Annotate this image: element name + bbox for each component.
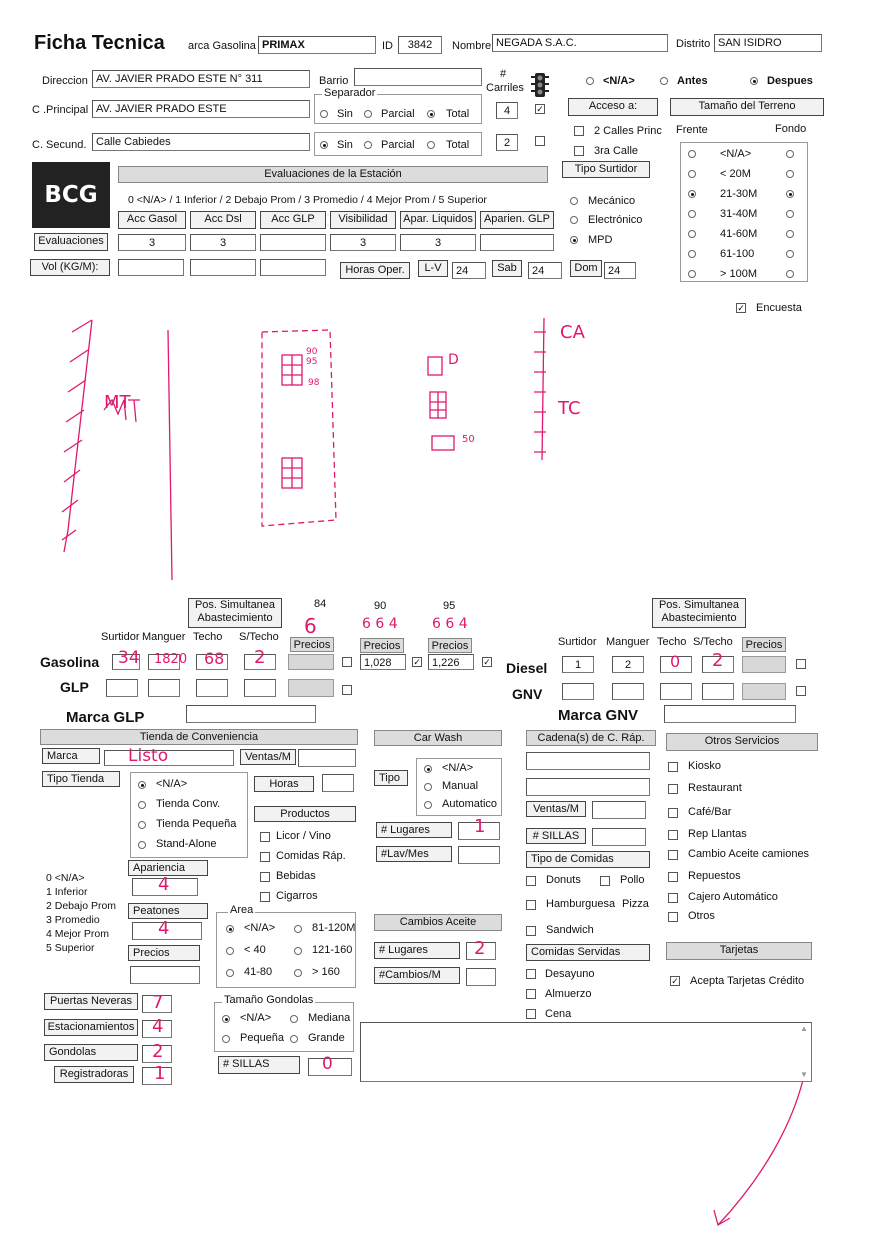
pos-simultanea-dsl: Pos. Simultanea Abastecimiento: [652, 598, 746, 628]
cadena-ventas-label: Ventas/M: [526, 801, 586, 817]
apariencia-label: Apariencia: [128, 860, 208, 876]
frente-radio-3[interactable]: [688, 210, 696, 218]
area-label: Area: [230, 904, 254, 916]
tienda-horas-field[interactable]: [322, 774, 354, 792]
sab-label: Sab: [492, 260, 522, 277]
distrito-label: Distrito: [676, 38, 711, 50]
evaluaciones-title: Evaluaciones de la Estación: [118, 166, 548, 183]
gnv-price-checkbox[interactable]: [796, 686, 806, 696]
cadena-ventas-field[interactable]: [592, 801, 646, 819]
gnv-price-field[interactable]: [742, 683, 786, 700]
eval-value-5[interactable]: [480, 234, 554, 251]
gnv-label: GNV: [512, 686, 543, 702]
distrito-field[interactable]: SAN ISIDRO: [714, 34, 822, 52]
precios-90-label: Precios: [360, 638, 404, 653]
gondolas-hand: 2: [152, 1041, 164, 1062]
otros-label-6: Cajero Automático: [688, 891, 778, 903]
gondola-option-1: Mediana: [308, 1012, 351, 1024]
id-label: ID: [382, 40, 393, 52]
sep-principal-parcial-label: Parcial: [381, 108, 415, 120]
price-95-field[interactable]: 1,226: [428, 654, 474, 670]
registradoras-hand: 1: [154, 1063, 166, 1084]
precios-95-label: Precios: [428, 638, 472, 653]
producto-label-3: Cigarros: [276, 890, 318, 902]
hand-dsl-stecho: 2: [712, 650, 724, 671]
carwash-option-2: Automatico: [442, 798, 498, 810]
dsl-surtidor-field[interactable]: 1: [562, 656, 594, 673]
precios-tienda-field[interactable]: [130, 966, 200, 984]
tres-calle-label: 3ra Calle: [594, 145, 639, 157]
hand-dsl-techo: 0: [670, 652, 681, 671]
tienda-scale-1: 1 Inferior: [46, 886, 88, 898]
producto-checkbox-1[interactable]: [260, 852, 270, 862]
gnv-manguer-field[interactable]: [612, 683, 644, 700]
producto-checkbox-3[interactable]: [260, 892, 270, 902]
direccion-label: Direccion: [42, 75, 88, 87]
sep-principal-total-label: Total: [446, 108, 470, 120]
gondola-radio-1[interactable]: [290, 1015, 298, 1023]
surtidor-mpd-label: MPD: [588, 234, 613, 246]
traffic-na-label: <N/A>: [603, 75, 635, 87]
glp-stecho-field[interactable]: [244, 679, 276, 697]
peatones-hand: 4: [158, 918, 170, 939]
cambios-title: Cambios Aceite: [374, 914, 502, 931]
tipo-tienda-radio-1[interactable]: [138, 801, 146, 809]
glp-label: GLP: [60, 679, 89, 695]
otros-label-0: Kiosko: [688, 760, 722, 772]
servida-label-0: Desayuno: [545, 968, 595, 980]
gondola-option-3: Grande: [308, 1032, 345, 1044]
frente-radio-0[interactable]: [688, 150, 696, 158]
tamano-option-label-5: 61-100: [720, 248, 755, 260]
secund-field[interactable]: Calle Cabiedes: [92, 133, 310, 151]
cambios-lugares-hand: 2: [474, 938, 486, 959]
tienda-scale-4: 4 Mejor Prom: [46, 928, 110, 940]
peatones-label: Peatones: [128, 903, 208, 919]
barrio-label: Barrio: [319, 75, 349, 87]
carwash-option-1: Manual: [442, 780, 479, 792]
tienda-scale-5: 5 Superior: [46, 942, 95, 954]
notes-textarea[interactable]: [360, 1022, 812, 1082]
dsl-stecho-header: S/Techo: [693, 636, 733, 648]
area-option-5: > 160: [312, 966, 340, 978]
otros-label-2: Café/Bar: [688, 806, 732, 818]
price-95-checkbox[interactable]: ✓: [483, 657, 491, 667]
carwash-lugares-hand: 1: [474, 816, 486, 837]
tienda-scale-0: 0 <N/A>: [46, 872, 85, 884]
gasolina-label: Gasolina: [40, 654, 100, 670]
gondolas-label: Gondolas: [44, 1044, 138, 1061]
tienda-ventas-label: Ventas/M: [240, 749, 296, 765]
hand-gas-techo: 68: [204, 649, 225, 668]
carriles-principal-checkbox[interactable]: ✓: [536, 104, 544, 114]
sketch-note-2: TC: [558, 398, 581, 419]
precios-tienda-label: Precios: [128, 945, 200, 961]
marca-gasolina-label: arca Gasolina: [188, 40, 256, 52]
frente-label: Frente: [676, 124, 708, 136]
tamano-option-label-0: <N/A>: [720, 148, 752, 160]
marca-gnv-field[interactable]: [664, 705, 796, 723]
price-84-field[interactable]: [288, 654, 334, 670]
tienda-scale-2: 2 Debajo Prom: [46, 900, 117, 912]
nombre-label: Nombre: [452, 40, 492, 52]
comida-label-2: Hamburguesa: [546, 898, 616, 910]
gondola-option-0: <N/A>: [240, 1012, 272, 1024]
area-option-4: 41-80: [244, 966, 273, 978]
gnv-surtidor-field[interactable]: [562, 683, 594, 700]
tipo-comidas-label: Tipo de Comidas: [526, 851, 650, 868]
tamano-gondolas-label: Tamaño Gondolas: [224, 994, 314, 1006]
comida-label-4: Sandwich: [546, 924, 594, 936]
area-radio-0[interactable]: [226, 925, 234, 933]
gnv-stecho-field[interactable]: [702, 683, 734, 700]
principal-field[interactable]: AV. JAVIER PRADO ESTE: [92, 100, 310, 118]
producto-label-2: Bebidas: [276, 870, 316, 882]
carwash-radio-0[interactable]: [424, 765, 432, 773]
productos-label: Productos: [254, 806, 356, 822]
frente-radio-4[interactable]: [688, 230, 696, 238]
surtidor-mecanico-label: Mecánico: [588, 195, 636, 207]
puertas-label: Puertas Neveras: [44, 993, 138, 1010]
oct-95-label: 95: [443, 600, 456, 612]
tienda-scale-3: 3 Promedio: [46, 914, 100, 926]
otros-label-7: Otros: [688, 910, 715, 922]
carwash-tipo-label: Tipo: [374, 770, 408, 786]
comida-checkbox-4[interactable]: [526, 926, 536, 936]
fondo-radio-4[interactable]: [786, 230, 794, 238]
cadena-sillas-label: # SILLAS: [526, 828, 586, 844]
otros-checkbox-1[interactable]: [668, 784, 678, 794]
dsl-surtidor-header: Surtidor: [558, 636, 597, 648]
fondo-radio-3[interactable]: [786, 210, 794, 218]
area-radio-1[interactable]: [294, 925, 302, 933]
marca-glp-field[interactable]: [186, 705, 316, 723]
eval-col-header-5: Aparien. GLP: [480, 211, 554, 229]
area-option-3: 121-160: [312, 944, 353, 956]
marca-gasolina-field[interactable]: PRIMAX: [258, 36, 376, 54]
frente-radio-5[interactable]: [688, 250, 696, 258]
otros-label-5: Repuestos: [688, 870, 741, 882]
fondo-radio-5[interactable]: [786, 250, 794, 258]
carwash-lavmes-label: #Lav/Mes: [376, 846, 452, 862]
otros-checkbox-4[interactable]: [668, 850, 678, 860]
sep-principal-sin-label: Sin: [337, 108, 353, 120]
tamano-option-label-4: 41-60M: [720, 228, 758, 240]
eval-col-header-3: Visibilidad: [330, 211, 396, 229]
sketch-note-7: 50: [462, 434, 475, 445]
acepta-tarjetas-label: Acepta Tarjetas Crédito: [690, 975, 805, 987]
eval-col-header-2: Acc GLP: [260, 211, 326, 229]
tamano-option-label-1: < 20M: [720, 168, 751, 180]
area-radio-5[interactable]: [294, 969, 302, 977]
encuesta-checkbox[interactable]: ✓: [737, 303, 745, 313]
carwash-option-0: <N/A>: [442, 762, 474, 774]
price-90-field[interactable]: 1,028: [360, 654, 406, 670]
tamano-option-label-3: 31-40M: [720, 208, 758, 220]
bcg-logo: BCG: [32, 162, 110, 228]
marca-glp-label: Marca GLP: [66, 709, 145, 726]
gondola-radio-0[interactable]: [222, 1015, 230, 1023]
hand-gas-surtidor: 34: [118, 648, 140, 668]
carwash-lavmes-field[interactable]: [458, 846, 500, 864]
frente-radio-6[interactable]: [688, 270, 696, 278]
otros-label-1: Restaurant: [688, 782, 742, 794]
fondo-radio-1[interactable]: [786, 170, 794, 178]
tipo-tienda-option-0: <N/A>: [156, 778, 188, 790]
servida-label-1: Almuerzo: [545, 988, 592, 1000]
producto-checkbox-0[interactable]: [260, 832, 270, 842]
otros-label-4: Cambio Aceite camiones: [688, 848, 810, 860]
fondo-radio-0[interactable]: [786, 150, 794, 158]
cadena-field-2[interactable]: [526, 778, 650, 796]
otros-label-3: Rep Llantas: [688, 828, 747, 840]
carriles-principal-field[interactable]: 4: [496, 102, 518, 119]
acepta-tarjetas-checkbox[interactable]: ✓: [671, 976, 679, 986]
eval-col-header-0: Acc Gasol: [118, 211, 186, 229]
cadena-title: Cadena(s) de C. Ráp.: [526, 730, 656, 746]
marca-gnv-label: Marca GNV: [558, 707, 639, 724]
glp-price-field[interactable]: [288, 679, 334, 697]
cambios-lugares-label: # Lugares: [374, 942, 460, 959]
otros-checkbox-5[interactable]: [668, 872, 678, 882]
dos-calles-label: 2 Calles Princ: [594, 125, 662, 137]
servida-label-2: Cena: [545, 1008, 572, 1020]
tamano-terreno-button[interactable]: Tamaño del Terreno: [670, 98, 824, 116]
carriles-hash: #: [500, 68, 507, 80]
carwash-radio-1[interactable]: [424, 783, 432, 791]
tamano-option-label-6: > 100M: [720, 268, 757, 280]
area-radio-3[interactable]: [294, 947, 302, 955]
otros-title: Otros Servicios: [666, 733, 818, 751]
carwash-radio-2[interactable]: [424, 801, 432, 809]
frente-radio-2[interactable]: [688, 190, 696, 198]
tipo-tienda-radio-0[interactable]: [138, 781, 146, 789]
cambios-mes-label: #Cambios/M: [374, 967, 460, 984]
eval-value-3[interactable]: 3: [330, 234, 396, 251]
hand-84: 6: [304, 614, 317, 638]
carwash-title: Car Wash: [374, 730, 502, 746]
traffic-antes-label: Antes: [677, 75, 708, 87]
lv-field[interactable]: 24: [452, 262, 486, 279]
gas-manguer-header: Manguer: [142, 631, 186, 643]
comida-checkbox-0[interactable]: [526, 876, 536, 886]
dsl-price-field[interactable]: [742, 656, 786, 673]
lv-label: L-V: [418, 260, 448, 277]
dom-field[interactable]: 24: [604, 262, 636, 279]
sketch-note-4: 95: [306, 357, 318, 367]
hand-95: 6 6 4: [432, 616, 468, 632]
tipo-tienda-radio-3[interactable]: [138, 841, 146, 849]
carriles-label: Carriles: [486, 82, 524, 94]
tarjetas-title: Tarjetas: [666, 942, 812, 960]
direccion-field[interactable]: AV. JAVIER PRADO ESTE N° 311: [92, 70, 310, 88]
carwash-lugares-label: # Lugares: [376, 822, 452, 838]
horas-oper-button[interactable]: Horas Oper.: [340, 262, 410, 279]
tipo-surtidor-button[interactable]: Tipo Surtidor: [562, 161, 650, 178]
cadena-field-1[interactable]: [526, 752, 650, 770]
dsl-manguer-header: Manguer: [606, 636, 650, 648]
estacionamientos-label: Estacionamientos: [44, 1019, 138, 1036]
eval-col-header-1: Acc Dsl: [190, 211, 256, 229]
dom-label: Dom: [570, 260, 602, 277]
fondo-label: Fondo: [775, 123, 807, 135]
eval-value-2[interactable]: [260, 234, 326, 251]
sketch-note-1: CA: [560, 322, 585, 343]
gas-techo-header: Techo: [193, 631, 223, 643]
comida-label-0: Donuts: [546, 874, 581, 886]
puertas-hand: 7: [152, 992, 164, 1013]
area-option-1: 81-120M: [312, 922, 356, 934]
area-option-2: < 40: [244, 944, 266, 956]
apariencia-hand: 4: [158, 874, 170, 895]
gas-surtidor-header: Surtidor: [101, 631, 140, 643]
oct-90-label: 90: [374, 600, 387, 612]
fondo-radio-6[interactable]: [786, 270, 794, 278]
traffic-despues-label: Despues: [767, 75, 813, 87]
servida-checkbox-1[interactable]: [526, 989, 536, 999]
id-field[interactable]: 3842: [398, 36, 442, 54]
tipo-tienda-option-1: Tienda Conv.: [156, 798, 221, 810]
sketch-note-6: D: [448, 352, 459, 368]
secund-label: C. Secund.: [32, 139, 87, 151]
scroll-up-icon[interactable]: ▲: [800, 1024, 808, 1033]
eval-value-4[interactable]: 3: [400, 234, 476, 251]
sketch-note-3: 90: [306, 347, 318, 357]
otros-checkbox-7[interactable]: [668, 912, 678, 922]
servida-checkbox-0[interactable]: [526, 969, 536, 979]
tienda-sillas-hand: 0: [322, 1054, 333, 1074]
otros-checkbox-2[interactable]: [668, 808, 678, 818]
tienda-horas-label: Horas: [254, 776, 314, 792]
tienda-marca-hand: Listo: [128, 746, 169, 766]
acceso-button[interactable]: Acceso a:: [568, 98, 658, 116]
sketch-note-0: MT: [104, 392, 131, 413]
glp-manguer-field[interactable]: [148, 679, 180, 697]
hand-gas-stecho: 2: [254, 647, 266, 668]
precios-84-label: Precios: [290, 637, 334, 652]
tipo-tienda-radio-2[interactable]: [138, 821, 146, 829]
principal-label: C .Principal: [32, 104, 89, 116]
scroll-down-icon[interactable]: ▼: [800, 1070, 808, 1079]
comida-checkbox-1[interactable]: [600, 876, 610, 886]
area-option-0: <N/A>: [244, 922, 276, 934]
cadena-sillas-field[interactable]: [592, 828, 646, 846]
diesel-label: Diesel: [506, 660, 548, 676]
nombre-field[interactable]: NEGADA S.A.C.: [492, 34, 668, 52]
area-radio-2[interactable]: [226, 947, 234, 955]
otros-checkbox-0[interactable]: [668, 762, 678, 772]
tipo-tienda-option-2: Tienda Pequeña: [156, 818, 237, 830]
evaluaciones-scale: 0 <N/A> / 1 Inferior / 2 Debajo Prom / 3 Promedio / 4 Mejor Prom / 5 Superior: [128, 194, 487, 206]
separador-label: Separador: [324, 87, 376, 99]
pos-simultanea-gas: Pos. Simultanea Abastecimiento: [188, 598, 282, 628]
registradoras-label: Registradoras: [54, 1066, 134, 1083]
frente-radio-1[interactable]: [688, 170, 696, 178]
gondola-option-2: Pequeña: [240, 1032, 285, 1044]
vol-label: Vol (KG/M):: [30, 259, 110, 276]
gondola-radio-3[interactable]: [290, 1035, 298, 1043]
dsl-manguer-field[interactable]: 2: [612, 656, 644, 673]
eval-col-header-4: Apar. Liquidos: [400, 211, 476, 229]
otros-checkbox-6[interactable]: [668, 893, 678, 903]
tipo-tienda-option-3: Stand-Alone: [156, 838, 217, 850]
tamano-option-label-2: 21-30M: [720, 188, 758, 200]
surtidor-electronico-label: Electrónico: [588, 214, 643, 226]
price-90-checkbox[interactable]: ✓: [413, 657, 421, 667]
encuesta-label: Encuesta: [756, 302, 802, 314]
sep-secund-sin-label: Sin: [337, 139, 353, 151]
eval-value-1[interactable]: 3: [190, 234, 256, 251]
hand-gas-manguer: 1820: [154, 652, 188, 667]
price-84-checkbox[interactable]: [342, 657, 352, 667]
sep-secund-parcial-label: Parcial: [381, 139, 415, 151]
comida-label-3: Pizza: [622, 898, 649, 910]
gnv-techo-field[interactable]: [660, 683, 692, 700]
tienda-ventas-field[interactable]: [298, 749, 356, 767]
dsl-price-checkbox[interactable]: [796, 659, 806, 669]
hand-90: 6 6 4: [362, 616, 398, 632]
tienda-sillas-label: # SILLAS: [218, 1056, 300, 1074]
comidas-servidas-label: Comidas Servidas: [526, 944, 650, 961]
tipo-tienda-label: Tipo Tienda: [42, 771, 120, 787]
cambios-mes-field[interactable]: [466, 968, 496, 986]
tamano-gondolas-group: [214, 1002, 354, 1052]
eval-value-0[interactable]: 3: [118, 234, 186, 251]
carriles-secund-field[interactable]: 2: [496, 134, 518, 151]
producto-label-0: Licor / Vino: [276, 830, 331, 842]
tienda-title: Tienda de Conveniencia: [40, 729, 358, 745]
dsl-techo-header: Techo: [657, 636, 687, 648]
oct-84-label: 84: [314, 598, 327, 610]
servida-checkbox-2[interactable]: [526, 1009, 536, 1019]
comida-label-1: Pollo: [620, 874, 645, 886]
tienda-marca-label: Marca: [42, 748, 100, 764]
sep-secund-total-label: Total: [446, 139, 470, 151]
gas-stecho-header: S/Techo: [239, 631, 279, 643]
glp-techo-field[interactable]: [196, 679, 228, 697]
tienda-marca-field[interactable]: [104, 750, 234, 766]
estacionamientos-hand: 4: [152, 1016, 164, 1037]
page-title: Ficha Tecnica: [34, 32, 165, 54]
glp-price-checkbox[interactable]: [342, 685, 352, 695]
otros-checkbox-3[interactable]: [668, 830, 678, 840]
sab-field[interactable]: 24: [528, 262, 562, 279]
producto-checkbox-2[interactable]: [260, 872, 270, 882]
area-radio-4[interactable]: [226, 969, 234, 977]
glp-surtidor-field[interactable]: [106, 679, 138, 697]
comida-checkbox-2[interactable]: [526, 900, 536, 910]
evaluaciones-row-label: Evaluaciones: [34, 233, 108, 251]
producto-label-1: Comidas Ráp.: [276, 850, 346, 862]
sketch-note-5: 98: [308, 378, 320, 388]
fondo-radio-2[interactable]: [786, 190, 794, 198]
dsl-precios-label: Precios: [742, 637, 786, 652]
gondola-radio-2[interactable]: [222, 1035, 230, 1043]
